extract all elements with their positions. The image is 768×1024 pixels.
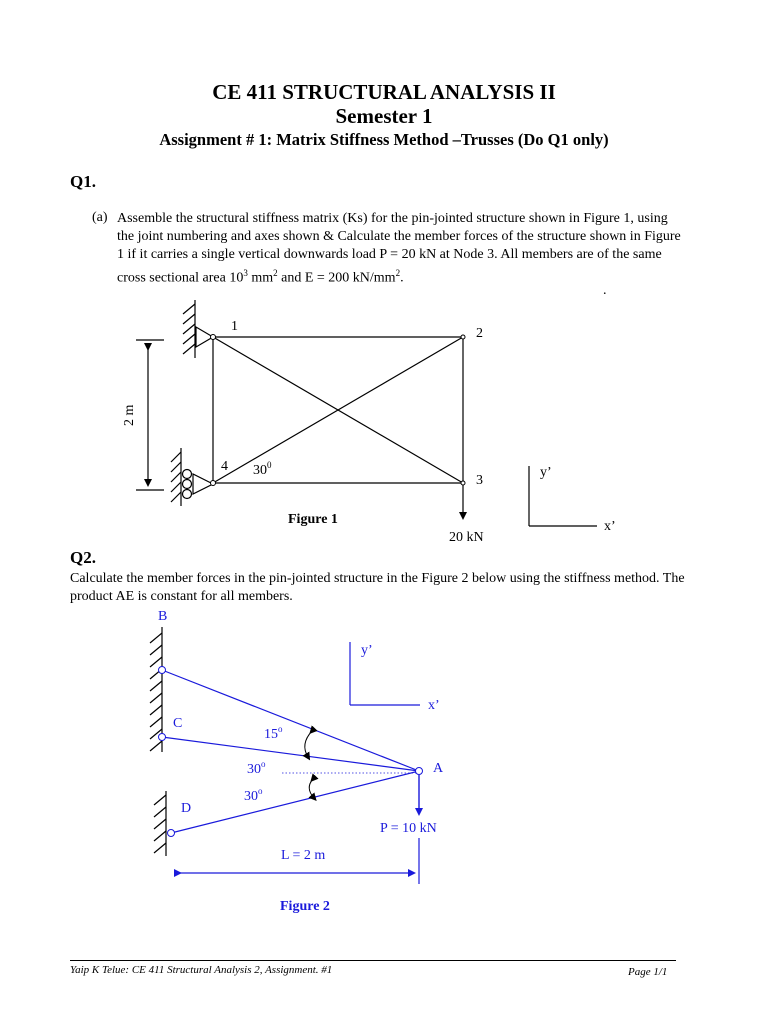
axis-y-label-fig2: y’ [361, 643, 373, 658]
q1-text-main: Assemble the structural stiffness matrix (Ks) for the pin-jointed structure shown in Figure 1, using the joint numbering and axes shown & Calculate the member forces of the structure shown in Figure 1 if it carries a single vertical downwards load P = 20 kN at Node 3. All members are of the same cross sectional area 10 [117, 211, 681, 286]
node-label-2: 2 [476, 326, 483, 341]
truss-members [213, 337, 463, 483]
angle1-base: 15 [264, 727, 278, 742]
node-label-a: A [433, 761, 444, 776]
q2-text: Calculate the member forces in the pin-jointed structure in the Figure 2 below using the stiffness method. The product AE is constant for all members. [70, 571, 685, 604]
member-b-a [162, 670, 419, 771]
axis-x-label-fig1: x’ [604, 519, 616, 534]
q1-exp-3: 2 [395, 268, 401, 278]
node-label-4: 4 [221, 459, 228, 474]
angle-base: 30 [253, 463, 267, 478]
angle2-base: 30 [247, 762, 261, 777]
footer-left-text: Yaip K Telue: CE 411 Structural Analysis 2, Assignment. #1 [70, 964, 333, 976]
dimension-label: 2 m [122, 404, 137, 426]
node-label-c: C [173, 716, 183, 731]
assignment-heading: Assignment # 1: Matrix Stiffness Method –Trusses (Do Q1 only) [159, 130, 609, 149]
axis-y-label-fig1: y’ [540, 465, 552, 480]
q1-exp-1: 3 [243, 268, 248, 278]
fixed-support-node-1 [183, 300, 213, 358]
angle1-sup: o [278, 724, 283, 734]
load-label-fig2: P = 10 kN [380, 821, 437, 836]
q1-text-e: and E = 200 kN/mm [277, 270, 396, 286]
angle-30-upper-label [247, 759, 266, 777]
dimension-line [136, 340, 164, 490]
angle3-base: 30 [244, 789, 258, 804]
q1-text-mm: mm [247, 270, 274, 286]
semester-heading: Semester 1 [335, 104, 433, 128]
figure-2-caption: Figure 2 [280, 899, 330, 914]
angle3-sup: o [258, 786, 263, 796]
q1-heading: Q1. [70, 172, 96, 191]
joint-3 [461, 481, 465, 485]
node-label-3: 3 [476, 473, 483, 488]
footer-page-number: Page 1/1 [628, 966, 668, 978]
joint-1 [211, 335, 216, 340]
course-title: CE 411 STRUCTURAL ANALYSIS II [212, 80, 556, 104]
node-label-b: B [158, 609, 168, 624]
joint-c [159, 734, 166, 741]
q2-heading: Q2. [70, 548, 96, 567]
angle-sup: 0 [267, 460, 272, 470]
truss-members-fig2 [162, 670, 419, 833]
axis-x-label-fig2: x’ [428, 698, 440, 713]
joint-2 [461, 335, 465, 339]
figure-1 [122, 300, 616, 545]
joint-a [416, 768, 423, 775]
member-c-a [162, 737, 419, 771]
load-label: 20 kN [449, 530, 484, 545]
angle-15-label [264, 724, 283, 742]
angle-label [253, 460, 272, 478]
angle2-sup: o [261, 759, 266, 769]
joint-d [168, 830, 175, 837]
angle-arcs [305, 731, 314, 798]
node-label-d: D [181, 801, 192, 816]
wall-support-upper [150, 627, 162, 752]
node-label-1: 1 [231, 319, 238, 334]
joint-b [159, 667, 166, 674]
q1-part-marker: (a) [92, 210, 108, 225]
joint-4 [211, 481, 216, 486]
roller-support-node-4 [171, 448, 213, 506]
wall-support-lower [154, 791, 166, 856]
figure-1-caption: Figure 1 [288, 512, 338, 527]
angle-30-lower-label [244, 786, 263, 804]
figure-2 [150, 609, 444, 914]
stray-dot: . [603, 283, 607, 298]
length-label: L = 2 m [281, 848, 326, 863]
footer-divider [70, 960, 676, 961]
q1-exp-2: 2 [273, 268, 278, 278]
q1-text-end: . [400, 270, 404, 286]
